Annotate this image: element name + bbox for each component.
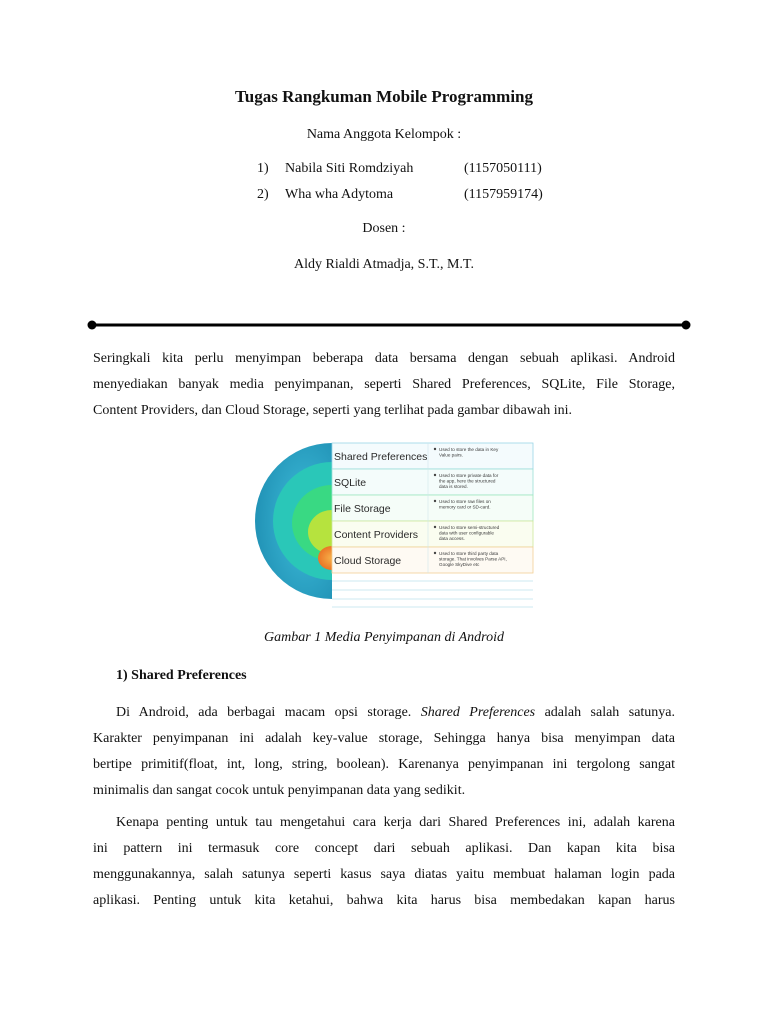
section-divider — [86, 318, 694, 332]
document-title: Tugas Rangkuman Mobile Programming — [234, 87, 533, 106]
figure-row-description: the app, here the structured — [439, 478, 496, 484]
text-segment: Di Android, ada berbagai macam opsi storage. — [116, 705, 412, 720]
text-segment: adalah salah satunya. — [544, 705, 676, 720]
text-line: aplikasi. Penting untuk kita ketahui, bahwa kita harus bisa membedakan kapan harus — [93, 893, 675, 908]
member-number: 1) — [257, 161, 269, 176]
section-heading: 1) Shared Preferences — [116, 668, 247, 683]
bullet-icon — [434, 448, 436, 450]
group-label: Nama Anggota Kelompok : — [306, 127, 462, 142]
figure-row-description: data access. — [439, 536, 465, 541]
bullet-icon — [434, 474, 436, 476]
text-line: minimalis dan sangat cocok untuk penyimpanan data yang sedikit. — [93, 783, 466, 798]
text-line: bertipe primitif(float, int, long, string, boolean). Karenanya penyimpanan ini tergolong sangat — [93, 757, 675, 772]
text-line: Karakter penyimpanan ini adalah key-value storage, Sehingga hanya bisa menyimpan data — [93, 731, 675, 746]
member-name: Wha wha Adytoma — [285, 187, 394, 202]
figure-row-description: data is stored. — [439, 484, 468, 489]
figure-row-description: data with user configurable — [439, 530, 494, 536]
text-segment: Kenapa penting untuk tau mengetahui cara kerja dari Shared Preferences ini, adalah karena — [116, 815, 675, 830]
paragraph-shared-preferences — [93, 700, 675, 804]
member-number: 2) — [257, 187, 269, 202]
figure-row-label: Cloud Storage — [334, 555, 402, 567]
lecturer-name: Aldy Rialdi Atmadja, S.T., M.T. — [294, 257, 474, 272]
lecturer-label: Dosen : — [362, 221, 406, 236]
figure-row-label: Shared Preferences — [334, 451, 428, 463]
figure-row-description: Google SkyDive etc — [439, 562, 480, 567]
figure-row-description: Value pairs. — [439, 452, 463, 458]
figure-row-description: Used to store private data for — [439, 473, 499, 478]
intro-paragraph — [93, 346, 675, 424]
figure-row-description: Used to store the data in Key — [439, 447, 499, 452]
member-id: (1157050111) — [464, 161, 542, 176]
storage-figure — [220, 438, 540, 610]
text-line — [93, 700, 675, 726]
member-name: Nabila Siti Romdziyah — [285, 161, 414, 176]
paragraph-importance — [93, 810, 675, 914]
figure-row-description: Used to store raw files on — [439, 499, 491, 504]
figure-caption: Gambar 1 Media Penyimpanan di Android — [264, 630, 504, 645]
figure-row-description: Used to store semi-structured — [439, 525, 500, 530]
figure-row-description: memory card or SD-card. — [439, 504, 491, 510]
text-line: ini pattern ini termasuk core concept dari sebuah aplikasi. Dan kapan kita bisa — [93, 841, 675, 856]
bullet-icon — [434, 552, 436, 554]
text-line: menggunakannya, salah satunya seperti kasus saya diatas yaitu membuat halaman login pada — [93, 867, 675, 882]
figure-row-description: storage. That involves Parse API, — [439, 556, 507, 562]
text-line: Content Providers, dan Cloud Storage, seperti yang terlihat pada gambar dibawah ini. — [93, 403, 572, 418]
figure-row-label: SQLite — [334, 477, 367, 489]
figure-row-label: Content Providers — [334, 529, 419, 541]
text-line — [93, 810, 675, 836]
bullet-icon — [434, 526, 436, 528]
text-line: Seringkali kita perlu menyimpan beberapa data bersama dengan sebuah aplikasi. Android — [93, 351, 675, 366]
bullet-icon — [434, 500, 436, 502]
member-id: (1157959174) — [464, 187, 543, 202]
figure-row-label: File Storage — [334, 503, 391, 515]
text-line: menyediakan banyak media penyimpanan, seperti Shared Preferences, SQLite, File Storage, — [93, 377, 675, 392]
emphasis-text: Shared Preferences — [420, 705, 536, 720]
figure-row-description: Used to store third party data — [439, 551, 499, 556]
